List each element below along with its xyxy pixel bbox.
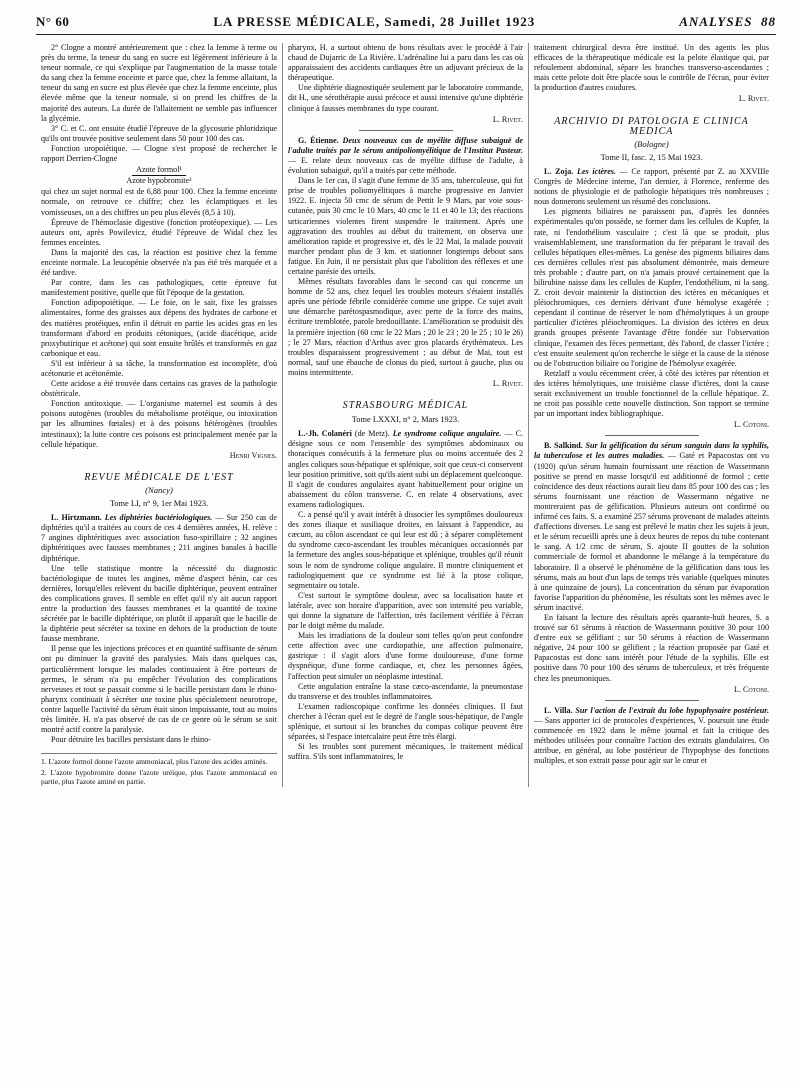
paragraph: Cette angulation entraîne la stase cæco-ascendante, la pneumostase du transverse et des troubles inflammatoires. (288, 681, 523, 701)
paragraph: Fonction antitoxique. — L'organisme maternel est soumis à des poisons autogènes (troubles du métabolisme protéique, ou intoxication par les albumines fœtales) et à des poisons hétérogènes (troubles intestinaux); la lutte contre ces poisons est principalement menée par la cellule hépatique. (41, 399, 277, 449)
paragraph: 3° C. et C. ont ensuite étudié l'épreuve de la glycosurie phloridzique qu'ils ont trouvée positive seulement dans 50 pour 100 des cas. (41, 123, 277, 143)
paragraph: qui chez un sujet normal est de 6,88 pour 100. Chez la femme enceinte normale, on retrouve ce chiffre; chez les éclamptiques et les vomisseuses, on a des chiffres un peu plus élevés (8,5 à 10). (41, 187, 277, 217)
issue-line: Tome LXXXI, n° 2, Mars 1923. (351, 415, 460, 425)
paragraph: En faisant la lecture des résultats après quarante-huit heures, S. a trouvé sur 61 sérums à réaction de Wassermann positive 30 pour 100 d'entre eux se gélifiant ; sur 50 sérums à réaction de Wassermann négative, 24 pour 100 se gélifient ; la réaction proposée par Gaté et Papacostas est donc sans intérêt pour l'étude de la syphilis. Elle est positive dans 70 pour 100 des sérums de tuberculeux, et très fréquente chez les pneumoniques. (534, 612, 769, 683)
paragraph: C. a pensé qu'il y avait intérêt à dissocier les symptômes douloureux des zones iliaque et susiliaque droites, en laissant à l'appendice, au cæcum, au côlon ascendant ce qui leur est dû ; à séparer complètement du syndrome cæco-ascendant les troubles mécaniques occasionnés par la fermeture des angles sous-hépatique et splénique, troubles qu'il réunit sous le nom de syndrome colique angulaire. Il montre cliniquement et radiologiquement que ce syndrome est lié à la ptose colique, segmentaire ou totale. (288, 510, 523, 590)
paragraph: Fonction uropoiétique. — Clogne s'est proposé de rechercher le rapport Derrien-Clogne (41, 143, 277, 164)
rubric-subtitle: (Nancy) (145, 484, 173, 495)
paragraph: Par contre, dans les cas pathologiques, cette épreuve fut manifestement positive, quelle que fût l'époque de la gestation. (41, 278, 277, 298)
paragraph: Épreuve de l'hémoclasie digestive (fonction protéopexique). — Les auteurs ont, après Powilevicz, étudié l'épreuve de Widal chez les femmes enceintes. (41, 217, 277, 247)
rubric-subtitle: (Bologne) (634, 138, 669, 149)
article-author: B. Salkind. (544, 441, 583, 451)
paragraph: 2° Clogne a montré antérieurement que : chez la femme à terme ou près du terme, la teneur du sang en sucre est légèrement inférieure à la teneur normale, ce qui s'explique par l'augmentation de la masse totale du sang chez la femme enceinte et parce que, chez la femme allaitant, la teneur du sang en sucre est plus élevée que chez la femme enceinte, plus élevée même que la teneur normale, si on prend les chiffres de la majorité des auteurs. La durée de l'allaitement ne semble pas influencer la glycémie. (41, 43, 277, 123)
journal-title: LA PRESSE MÉDICALE, Samedi, 28 Juillet 1923 (213, 14, 536, 29)
paragraph: pharynx, H. a surtout obtenu de bons résultats avec le procédé à l'air chaud de Dujarric de La Rivière. L'adrénaline lui a paru dans les cas où apparaissaient des accidents cardiaques être un adjuvant précieux de la thérapeutique. (288, 43, 523, 83)
author-signature: L. Cotoni. (734, 420, 769, 430)
paragraph: Une diphtérie diagnostiquée seulement par le laboratoire commande, dit H., une sérothérapie aussi précoce et aussi intensive qu'une diphtérie clinique à fausses membranes du type courant. (288, 83, 523, 113)
article-author: L. Hirtzmann. (51, 513, 102, 523)
paragraph: traitement chirurgical devra être institué. Un des agents les plus efficaces de la thérapeutique médicale est la pelote élastique qui, par refoulement abdominal, sépare les branches transverso-ascendantes ; mais cette pelote doit être placée sous le contrôle de l'écran, pour éviter la production d'autres coudures. (534, 43, 769, 93)
page-header (36, 14, 776, 35)
issue-line: Tome II, fasc. 2, 15 Mai 1923. (600, 152, 703, 162)
rubric-title: STRASBOURG MÉDICAL (342, 400, 469, 412)
article-title: Sur la gélification du sérum sanguin dans la syphilis, la tuberculose et les autres maladies. (534, 441, 769, 461)
author-signature: L. Rivet. (492, 379, 523, 388)
footnote: 1. L'azote formol donne l'azote ammoniacal, plus l'azote des acides aminés. (41, 757, 268, 767)
paragraph: Fonction adipopoiétique. — Le foie, on le sait, fixe les graisses alimentaires, forme des graisses aux dépens des hydrates de carbone et des matières protéiques, enfin il détruit en partie les acides gras en les transformant d'abord en produits cétoniques, (acide diacétique, acide proxybutirique et acétone) qui sont ensuite brûlés et transformés en gaz carbonique et eau. (41, 298, 277, 358)
paragraph: Mêmes résultats favorables dans le second cas qui concerne un homme de 52 ans, chez lequel les troubles moteurs s'étaient installés après une période fébrile considérée comme une grippe. Ce sujet avait une démarche parétospasmodique, avec perte de la force des mains, écriture tremblotée, parole bredouillante. L'amélioration se produisit dès la première injection (60 cmc le 22 Mars ; 20 le 23 ; 20 le 25 ; 10 le 26) ; le 27 Mars, réaction d'Arthus avec gros placards érythémateux. Les troubles disparaissent progressivement ; au début de Mai, tout est normal, sauf une ébauche de clonus du pied, surtout à gauche, plus ou moins intermittente. (288, 277, 523, 377)
formula-numerator: Azote formol¹ (132, 165, 186, 176)
article-author: G. Étienne. (298, 135, 339, 145)
article-paragraph: L. Hirtzmann. Les diphtéries bactériologiques. — Sur 250 cas de diphtéries qu'il a traitées au cours de ces 4 dernières années, H. relève : 7 angines diphtéritiques avec association fuso-spirillaire ; 32 angines diphtéritiques avec fausses membranes ; 211 angines banales à bacille diphtérique. (41, 513, 278, 563)
paragraph: Mais les irradiations de la douleur sont telles qu'on peut confondre cette affection avec une cardiopathie, une affection pulmonaire, gastrique : il s'agit alors d'une forme douloureuse, d'une forme dyspnéique, d'une forme cardiaque, et, chez les personnes âgées, l'affection peut simuler un néoplasme intestinal. (288, 631, 523, 681)
issue-line: Tome LI, n° 9, 1er Mai 1923. (109, 499, 209, 509)
article-title: Deux nouveaux cas de myélite diffuse subaiguë de l'adulte traités par le sérum antipoliomyélitique de l'Institut Pasteur. (288, 135, 523, 155)
column-3 (528, 43, 774, 787)
article-title: Les ictères. (577, 166, 616, 176)
article-author: L. Villa. (544, 705, 573, 715)
page-number: 88 (761, 14, 776, 29)
author-signature: L. Rivet. (492, 114, 523, 124)
column-1 (36, 43, 282, 787)
paragraph: Dans la majorité des cas, la réaction est positive chez la femme enceinte normale. La leucopénie observée n'a pas été très marquée et a été tardive. (41, 247, 277, 278)
rubric-title: ARCHIVIO DI PATOLOGIA E CLINICA MEDICA (554, 115, 749, 137)
footnote: 2. L'azote hypobromite donne l'azote uréique, plus l'azote ammoniacal en partie, plus l'azote aminé en partie. (41, 767, 277, 786)
article-paragraph: G. Étienne. Deux nouveaux cas de myélite diffuse subaiguë de l'adulte traités par le sérum antipoliomyélitique de l'Institut Pasteur. — E. relate deux nouveaux cas de myélite diffuse de l'adulte, à évolution subaiguë, qu'il a traités par cette méthode. (288, 135, 523, 176)
article-paragraph: L. Zoja. Les ictères. — Ce rapport, présenté par Z. au XXVIIIe Congrès de Médecine interne, l'an dernier, à Florence, renferme des notions de physiologie et de pathologie hépatiques très nombreuses ; nous donnerons seulement un résumé des conclusions. (534, 166, 769, 207)
paragraph: Pour détruire les bacilles persistant dans le rhino- (51, 735, 211, 745)
paragraph: Cette acidose a été trouvée dans certains cas graves de la pathologie obstétricale. (41, 379, 277, 399)
paragraph: Une telle statistique montre la nécessité du diagnostic bactériologique de toutes les angines, même d'aspect bénin, car ces dernières, lorsqu'elles relèvent du bacille diphtérique, peuvent entraîner des complications graves. Il semble en effet qu'il n'y ait aucun rapport entre la production des fausses membranes et la quantité de toxine sécrétée par le bacille diphtérique, on plutôt il apparaît que le bacille de la diphtérie peut sécréter sa toxine en dehors de la production de toute fausse membrane. (41, 563, 277, 644)
separator (605, 700, 699, 701)
paragraph: Retzlaff a voulu récemment créer, à côté des ictères par rétention et des ictères hémolytiques, une troisième classe d'ictères, dont la cause serait exclusivement un trouble fonctionnel de la cellule hépatique. Z. ne croit pas possible cette nouvelle distinction. Son rapport se termine par un important index bibliographique. (534, 368, 769, 419)
author-signature: L. Cotoni. (734, 684, 769, 694)
footnotes (41, 753, 277, 786)
article-paragraph: L.-Jh. Colanéri (de Metz). Le syndrome colique angulaire. — C. désigne sous ce nom l'ensemble des symptômes abdominaux ou thoraciques consécutifs à la fermeture plus ou moins accentuée des 2 angles coliques sous-hépatique et splénique, soit que ceux-ci conservent leur position primitive, soit qu'ils aient subi un déplacement quelconque. Il s'agit de coudures angulaires ayant habituellement pour origine un abaissement du côlon transverse. C. en relate 4 observations, avec examens radiologiques. (288, 429, 524, 509)
paragraph: Dans le 1er cas, il s'agit d'une femme de 35 ans, tuberculeuse, qui fut prise de troubles poliomyélitiques à marche progressive en Janvier 1922. E. injecta 50 cmc de sérum de Pettit le 9 Mars, par voie sous-cutanée, puis 30 cmc le 10 Mars, 40 cmc le 11 et 40 le 13; des réactions urticariennes violentes firent suspendre le traitement. Après une aggravation des troubles au début du traitement, on observa une amélioration rapide et progressive et, dès le 22 Mai, la malade pouvait marcher pendant plus de 3 km. et stationner longtemps debout sans fatigue. En Juin, il ne persistait plus que l'abolition des réflexes et une certaine parésie des orteils. (288, 176, 523, 276)
paragraph: C'est surtout le symptôme douleur, avec sa localisation haute et latérale, avec son horaire d'apparition, avec son intensité peu variable, qui donne la signature de l'affection, très facilement vérifiée à l'écran par le doigt même du malade. (288, 590, 523, 631)
article-author: L.-Jh. Colanéri (298, 429, 352, 439)
paragraph: Les pigments biliaires ne paraissent pas, d'après les données expérimentales qu'on possède, se former dans les cellules de Kupfer, la rate, ni l'endothélium vasculaire ; c'est là que se produit, plus vraisemblablement, une transformation du fer préparant le travail des cellules hépatiques elles-mêmes. La genèse des pigments biliaires dans ces dernières cellules n'est pas absolument démontrée, mais demeure très probable ; d'autre part, on n'a jamais prouvé certainement que la bilirubine naisse dans les cellules de Kupfer, l'endothélium, ni la sang. Z. croit devoir maintenir la distinction des ictères en mécaniques et pléiochromiques, ces derniers dérivant d'une hémolyse exagérée ; cependant il continue de réserver le nom d'hémolytiques à un groupe particulier d'ictères pléiochromiques. La division des ictères en deux grands groupes présente l'avantage d'être fondée sur l'observation clinique, l'examen des fèces permettant, dès l'abord, de classer l'ictère ; c'est ensuite seulement qu'on recherche le siège et la cause de la sténose ou de l'obstruction biliaire ou l'origine de l'hémolyse exagérée. (534, 207, 769, 368)
separator (359, 130, 453, 131)
article-title: Les diphtéries bactériologiques. (104, 513, 213, 523)
article-title: Sur l'action de l'extrait du lobe hypophysaire postérieur. (575, 705, 769, 715)
paragraph: Il pense que les injections précoces et en quantité suffisante de sérum ont pu diminuer la gravité des paralysies. Mais dans quelques cas, particulièrement lorsque les malades continuaient à être porteurs de germes, le sérum n'a pu empêcher l'évolution des complications nerveuses et tout se passait comme si le bacille persistant dans le rhino-pharynx continuait à sécréter une toxine plus spécialement neurotrope, contre laquelle l'activité du sérum était sinon impuissante, tout au moins très limitée. H. n'a pas observé de cas de ce genre où le sérum se soit montré actif contre la paralysie. (41, 644, 277, 735)
text-columns (36, 43, 776, 787)
separator (605, 435, 699, 436)
author-signature: L. Rivet. (738, 94, 769, 104)
paragraph: L'examen radioscopique confirme les données cliniques. Il faut chercher à l'écran quel est le degré de l'angle sous-hépatique, de l'angle splénique, et surtout si les branches du compas colique peuvent être séparées, si l'espace intercalaire peut être très élargi. (288, 701, 523, 742)
issue-number: N° 60 (36, 14, 70, 29)
article-paragraph: B. Salkind. Sur la gélification du sérum sanguin dans la syphilis, la tuberculose et les autres maladies. — Gaté et Papacostas ont vu (1920) qu'un sérum humain fournissant une réaction de Wassermann positive se prend en masse lorsqu'il est additionné de formol ; cette coïncidence des deux réactions aurait lieu dans 85 pour 100 des cas ; les sérums fournissant une réaction de Wassermann négative ne montreraient pas de gélification. Plusieurs auteurs ont confirmé ou infirmé ces faits. S. a examiné 257 sérums provenant de malades atteints d'affections diverses. Le sang est prélevé le matin chez les sujets à jeun, et le sérum recueilli après une à deux heures de repos du tube contenant le sang. A 1/2 cmc de sérum, S. ajoute II gouttes de la solution commerciale de formol et abandonne le mélange à la température du laboratoire. Il a observé le phénomène de la gélification dans tous les sérums, mais au bout d'un laps de temps très variable (quelques minutes à une quinzaine de jours). La concentration du sérum par évaporation favorise l'apparition du phénomène, les résultats sont les mêmes avec le sérum inactivé. (534, 441, 769, 612)
article-author: L. Zoja. (544, 166, 574, 176)
formula-denominator: Azote hypobromite² (126, 176, 192, 186)
rubric-title: REVUE MÉDICALE DE L'EST (84, 471, 234, 483)
paragraph: Si les troubles sont purement mécaniques, le traitement médical suffira. S'ils sont inflammatoires, le (288, 742, 523, 762)
article-title: Le syndrome colique angulaire. (392, 429, 502, 439)
paragraph: S'il est inférieur à sa tâche, la transformation est incomplète, d'où acétonurie et acétonémie. (41, 358, 277, 378)
column-2 (282, 43, 528, 787)
formula (41, 165, 277, 186)
author-signature: Henri Vignes. (229, 450, 277, 460)
section-title: ANALYSES 88 (679, 14, 776, 29)
article-paragraph: L. Villa. Sur l'action de l'extrait du lobe hypophysaire postérieur. — Sans apporter ici de protocoles d'expériences, V. poursuit une étude commencée en 1922 dans le même journal et fait la critique des méthodes utilisées pour connaître l'action des extraits glandulaires. On attribue, en général, au lobe postérieur de l'hypophyse des fonctions multiples, et son extrait passe pour agir sur le cœur et (534, 705, 769, 766)
